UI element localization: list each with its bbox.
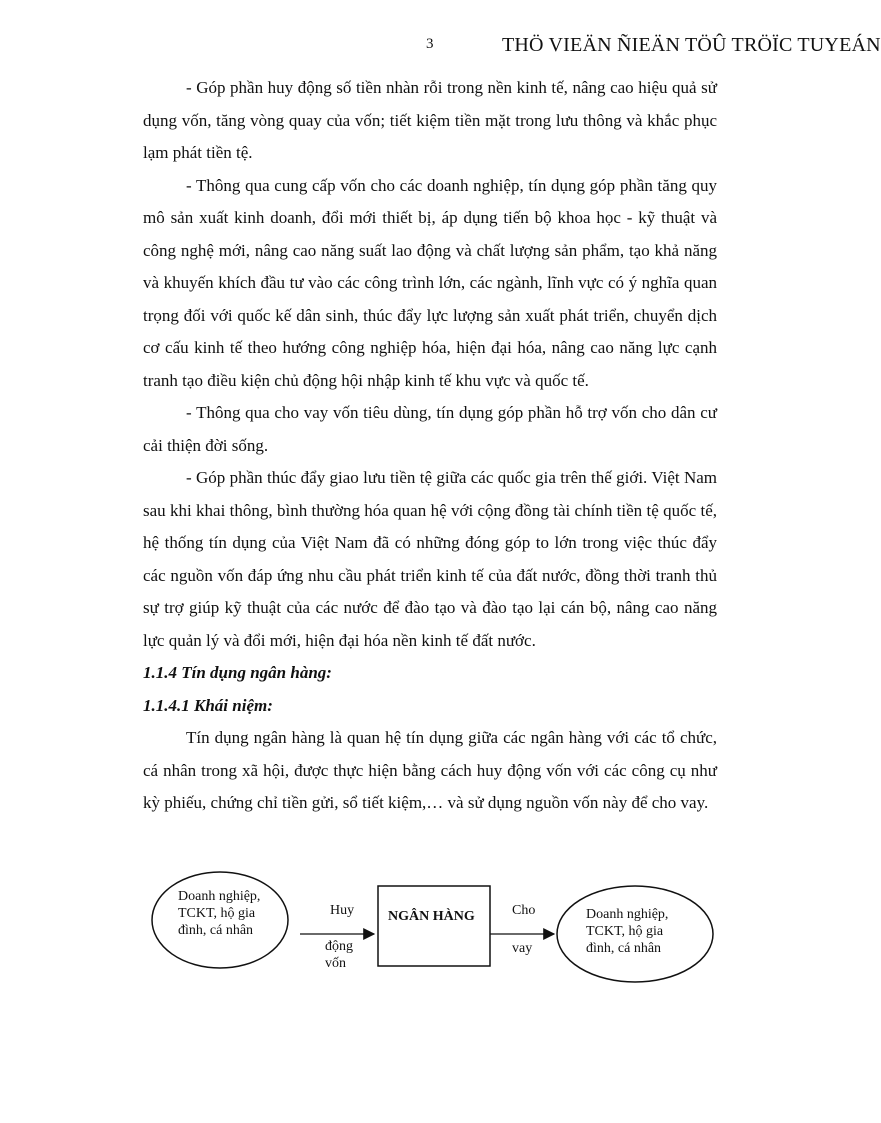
left-arrow-label-line: vốn (325, 956, 346, 971)
center-node-box (378, 886, 490, 966)
paragraph: - Thông qua cho vay vốn tiêu dùng, tín dụng góp phần hỗ trợ vốn cho dân cư cải thiện đời sống. (143, 403, 717, 455)
right-node-label (586, 906, 668, 957)
right-arrow-label-top: Cho (512, 903, 536, 918)
left-node-line: Doanh nghiệp, (178, 889, 261, 904)
definition-paragraph: Tín dụng ngân hàng là quan hệ tín dụng giữa các ngân hàng với các tổ chức, cá nhân trong xã hội, được thực hiện bằng cách huy động vốn với các công cụ như kỳ phiếu, chứng chỉ tiền gửi, sổ tiết kiệm,… và sử dụng nguồn vốn này để cho vay. (143, 728, 717, 812)
right-node-line: đình, cá nhân (586, 941, 662, 956)
right-node-line: Doanh nghiệp, (586, 907, 669, 922)
running-header-title: THÖ VIEÄN ÑIEÄN TÖÛ TRÖÏC TUYEÁN (502, 34, 881, 56)
subsection-heading: 1.1.4.1 Khái niệm: (143, 695, 273, 715)
right-arrow-label-bottom: vay (512, 941, 533, 956)
left-node-label (178, 888, 260, 939)
bank-credit-flow-diagram (150, 868, 720, 988)
paragraph: - Góp phần thúc đẩy giao lưu tiền tệ giữa các quốc gia trên thế giới. Việt Nam sau khi khai thông, bình thường hóa quan hệ với cộng đồng tài chính tiền tệ quốc tế, hệ thống tín dụng của Việt Nam đã có những đóng góp to lớn trong việc thúc đẩy các nguồn vốn đáp ứng nhu cầu phát triển kinh tế của đất nước, đồng thời tranh thủ sự trợ giúp kỹ thuật của các nước để đào tạo và đào tạo lại cán bộ, nâng cao năng lực quản lý và đổi mới, hiện đại hóa nền kinh tế đất nước. (143, 468, 717, 650)
paragraph: - Thông qua cung cấp vốn cho các doanh nghiệp, tín dụng góp phần tăng quy mô sản xuất kinh doanh, đổi mới thiết bị, áp dụng tiến bộ khoa học - kỹ thuật và công nghệ mới, nâng cao năng suất lao động và chất lượng sản phẩm, tạo khả năng và khuyến khích đầu tư vào các công trình lớn, các ngành, lĩnh vực có ý nghĩa quan trọng đối với quốc kế dân sinh, thúc đẩy lực lượng sản xuất phát triển, chuyển dịch cơ cấu kinh tế theo hướng công nghiệp hóa, hiện đại hóa, nâng cao năng lực cạnh tranh tạo điều kiện chủ động hội nhập kinh tế khu vực và quốc tế. (143, 175, 717, 390)
paragraph: - Góp phần huy động số tiền nhàn rỗi trong nền kinh tế, nâng cao hiệu quả sử dụng vốn, tăng vòng quay của vốn; tiết kiệm tiền mặt trong lưu thông và khắc phục lạm phát tiền tệ. (143, 78, 717, 162)
section-heading: 1.1.4 Tín dụng ngân hàng: (143, 663, 332, 682)
center-node-label: NGÂN HÀNG (388, 909, 475, 924)
left-arrow-label-line: động (325, 939, 353, 954)
left-arrow-label-top: Huy (330, 903, 355, 918)
right-node-line: TCKT, hộ gia (586, 924, 664, 939)
left-node-line: đình, cá nhân (178, 923, 254, 938)
left-arrow-label-bottom (325, 938, 353, 972)
page-number: 3 (426, 36, 434, 52)
left-node-line: TCKT, hộ gia (178, 906, 256, 921)
document-body (143, 72, 717, 820)
